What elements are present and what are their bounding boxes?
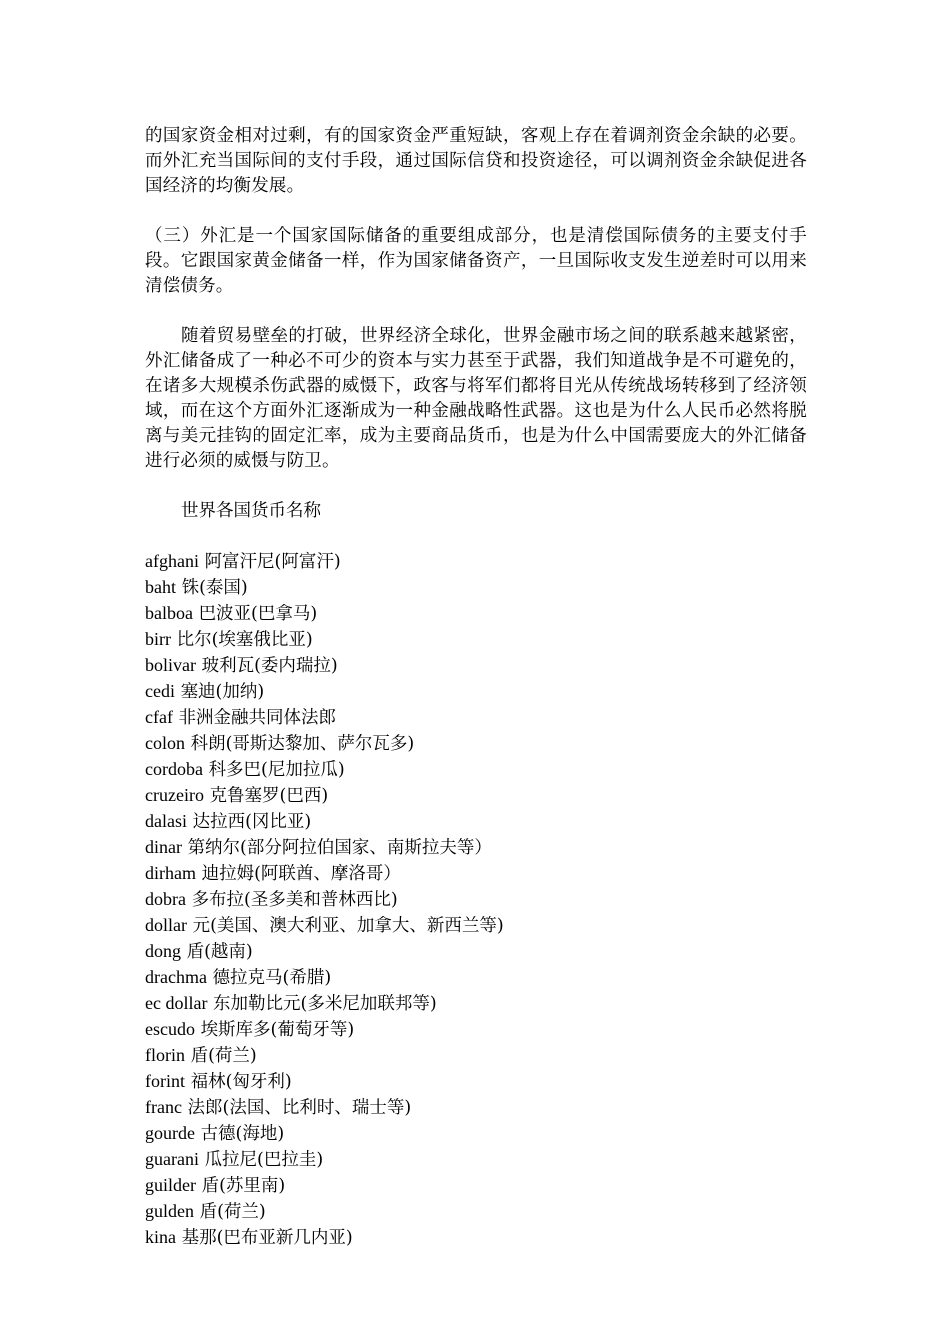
currency-description: 塞迪(加纳) bbox=[180, 682, 265, 702]
list-item bbox=[145, 1069, 807, 1095]
list-item bbox=[145, 1147, 807, 1173]
currency-description: 达拉西(冈比亚) bbox=[192, 812, 312, 832]
list-item bbox=[145, 887, 807, 913]
list-item bbox=[145, 575, 807, 601]
currency-name: dollar bbox=[145, 915, 187, 935]
currency-name: kina bbox=[145, 1227, 176, 1247]
currency-description: 玻利瓦(委内瑞拉) bbox=[201, 656, 338, 676]
list-item bbox=[145, 757, 807, 783]
currency-name: guilder bbox=[145, 1175, 196, 1195]
currency-name: cedi bbox=[145, 681, 175, 701]
currency-description: 法郎(法国、比利时、瑞士等) bbox=[187, 1098, 412, 1118]
list-item bbox=[145, 809, 807, 835]
list-item bbox=[145, 601, 807, 627]
currency-name: dong bbox=[145, 941, 181, 961]
currency-name: forint bbox=[145, 1071, 185, 1091]
currency-description: 德拉克马(希腊) bbox=[212, 968, 332, 988]
list-item bbox=[145, 731, 807, 757]
currency-description: 巴波亚(巴拿马) bbox=[198, 604, 318, 624]
currency-name: escudo bbox=[145, 1019, 195, 1039]
list-item bbox=[145, 627, 807, 653]
currency-list-heading: 世界各国货币名称 bbox=[181, 501, 321, 521]
currency-name: cfaf bbox=[145, 707, 173, 727]
currency-name: cordoba bbox=[145, 759, 203, 779]
currency-description: 元(美国、澳大利亚、加拿大、新西兰等) bbox=[192, 916, 504, 936]
currency-name: balboa bbox=[145, 603, 193, 623]
currency-description: 盾(越南) bbox=[186, 942, 253, 962]
currency-description: 埃斯库多(葡萄牙等) bbox=[200, 1020, 355, 1040]
document-page bbox=[145, 124, 807, 1251]
currency-name: cruzeiro bbox=[145, 785, 204, 805]
currency-description: 福林(匈牙利) bbox=[190, 1072, 292, 1092]
list-item bbox=[145, 991, 807, 1017]
currency-description: 科多巴(尼加拉瓜) bbox=[208, 760, 345, 780]
currency-description: 多布拉(圣多美和普林西比) bbox=[191, 890, 398, 910]
currency-description: 盾(荷兰) bbox=[190, 1046, 257, 1066]
currency-description: 盾(苏里南) bbox=[201, 1176, 286, 1196]
paragraph-globalization: 随着贸易壁垒的打破，世界经济全球化，世界金融市场之间的联系越来越紧密，外汇储备成了一种必不可少的资本与实力甚至于武器，我们知道战争是不可避免的，在诸多大规模杀伤武器的威慑下，政客与将军们都将目光从传统战场转移到了经济领域，而在这个方面外汇逐渐成为一种金融战略性武器。这也是为什么人民币必然将脱离与美元挂钩的固定汇率，成为主要商品货币，也是为什么中国需要庞大的外汇储备进行必须的威慑与防卫。 bbox=[145, 326, 807, 471]
currency-name: birr bbox=[145, 629, 171, 649]
currency-name: afghani bbox=[145, 551, 199, 571]
currency-name: drachma bbox=[145, 967, 207, 987]
currency-name: gulden bbox=[145, 1201, 194, 1221]
currency-name: baht bbox=[145, 577, 176, 597]
list-item bbox=[145, 549, 807, 575]
list-item bbox=[145, 1017, 807, 1043]
paragraph-reserve-role: （三）外汇是一个国家国际储备的重要组成部分，也是清偿国际债务的主要支付手段。它跟国家黄金储备一样，作为国家储备资产，一旦国际收支发生逆差时可以用来清偿债务。 bbox=[145, 226, 807, 296]
paragraph-fund-balancing: 的国家资金相对过剩，有的国家资金严重短缺，客观上存在着调剂资金余缺的必要。而外汇充当国际间的支付手段，通过国际信贷和投资途径，可以调剂资金余缺促进各国经济的均衡发展。 bbox=[145, 126, 807, 196]
currency-name: bolivar bbox=[145, 655, 196, 675]
currency-description: 科朗(哥斯达黎加、萨尔瓦多) bbox=[190, 734, 415, 754]
currency-description: 基那(巴布亚新几内亚) bbox=[181, 1228, 353, 1248]
currency-description: 非洲金融共同体法郎 bbox=[178, 708, 337, 728]
list-item bbox=[145, 913, 807, 939]
currency-description: 瓜拉尼(巴拉圭) bbox=[204, 1150, 324, 1170]
currency-description: 比尔(埃塞俄比亚) bbox=[176, 630, 313, 650]
currency-name: florin bbox=[145, 1045, 185, 1065]
currency-description: 盾(荷兰) bbox=[199, 1202, 266, 1222]
list-item bbox=[145, 653, 807, 679]
list-item bbox=[145, 1225, 807, 1251]
list-item bbox=[145, 1173, 807, 1199]
list-item bbox=[145, 1043, 807, 1069]
currency-description: 第纳尔(部分阿拉伯国家、南斯拉夫等） bbox=[187, 838, 492, 858]
currency-name: dirham bbox=[145, 863, 196, 883]
currency-name: dinar bbox=[145, 837, 182, 857]
list-item bbox=[145, 1199, 807, 1225]
currency-description: 克鲁塞罗(巴西) bbox=[209, 786, 329, 806]
list-item bbox=[145, 679, 807, 705]
currency-description: 迪拉姆(阿联酋、摩洛哥） bbox=[201, 864, 401, 884]
currency-description: 东加勒比元(多米尼加联邦等) bbox=[213, 994, 437, 1014]
list-item bbox=[145, 783, 807, 809]
list-item bbox=[145, 705, 807, 731]
currency-name: franc bbox=[145, 1097, 182, 1117]
currency-name: dobra bbox=[145, 889, 186, 909]
currency-name: guarani bbox=[145, 1149, 199, 1169]
currency-name: colon bbox=[145, 733, 185, 753]
currency-description: 古德(海地) bbox=[200, 1124, 285, 1144]
currency-description: 阿富汗尼(阿富汗) bbox=[204, 552, 341, 572]
list-item bbox=[145, 939, 807, 965]
list-item bbox=[145, 965, 807, 991]
currency-list bbox=[145, 549, 807, 1251]
currency-name: dalasi bbox=[145, 811, 187, 831]
list-item bbox=[145, 861, 807, 887]
currency-name: ec dollar bbox=[145, 993, 208, 1013]
currency-name: gourde bbox=[145, 1123, 195, 1143]
list-item bbox=[145, 835, 807, 861]
list-item bbox=[145, 1121, 807, 1147]
currency-description: 铢(泰国) bbox=[181, 578, 248, 598]
list-item bbox=[145, 1095, 807, 1121]
